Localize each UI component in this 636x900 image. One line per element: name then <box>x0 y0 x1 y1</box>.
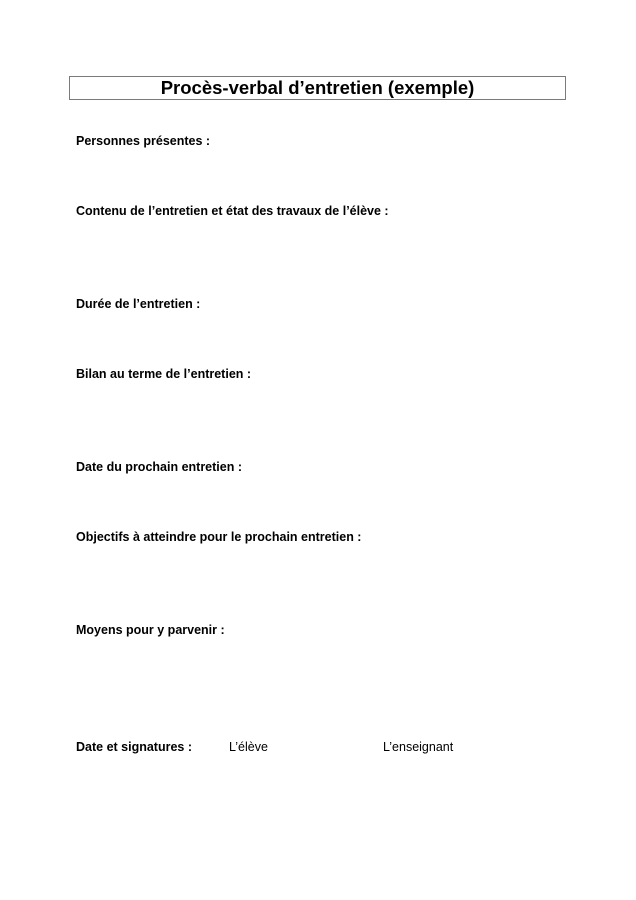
field-label-content: Contenu de l’entretien et état des travaux de l’élève : <box>76 204 389 218</box>
field-label-next-date: Date du prochain entretien : <box>76 460 242 474</box>
field-label-assessment: Bilan au terme de l’entretien : <box>76 367 252 381</box>
field-label-objectives: Objectifs à atteindre pour le prochain entretien : <box>76 530 362 544</box>
field-label-persons-present: Personnes présentes : <box>76 134 211 148</box>
signature-teacher: L’enseignant <box>383 740 454 754</box>
field-label-duration: Durée de l’entretien : <box>76 297 201 311</box>
signatures-label: Date et signatures : <box>76 740 193 754</box>
title-box <box>69 76 566 100</box>
document-title: Procès-verbal d’entretien (exemple) <box>160 76 475 98</box>
signature-student: L’élève <box>229 740 268 754</box>
field-label-means: Moyens pour y parvenir : <box>76 623 225 637</box>
